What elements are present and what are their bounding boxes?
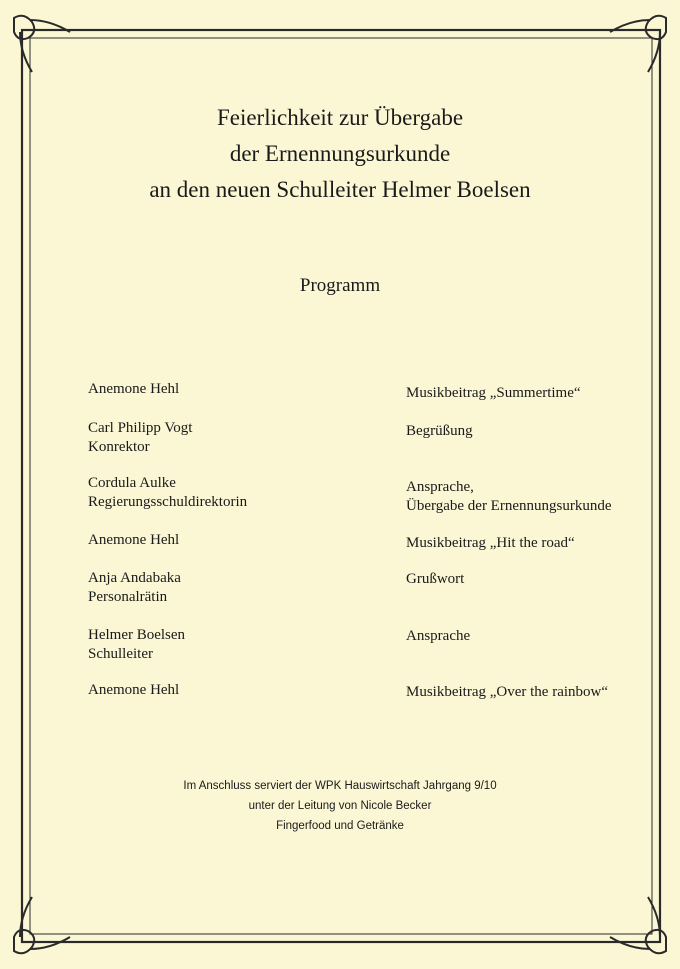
item-text: Musikbeitrag „Over the rainbow“ [406,684,609,700]
person-role: Schulleiter [88,646,153,662]
title-line: Feierlichkeit zur Übergabe [216,105,464,130]
item-text: Übergabe der Ernennungsurkunde [406,498,612,514]
person-name: Anja Andabaka [88,570,181,586]
person-role: Regierungsschuldirektorin [88,494,248,510]
footer-line: unter der Leitung von Nicole Becker [248,800,432,812]
person-role: Personalrätin [88,589,168,605]
person-name: Cordula Aulke [88,475,176,491]
page-title [0,100,680,208]
program-item [406,534,666,553]
program-person [88,569,388,607]
item-text: Grußwort [406,571,465,587]
program-person [88,474,388,512]
program-person [88,531,388,550]
item-text: Musikbeitrag „Summertime“ [406,385,581,401]
item-text: Musikbeitrag „Hit the road“ [406,535,575,551]
program-person [88,419,388,457]
person-name: Anemone Hehl [88,532,180,548]
program-item [406,570,666,589]
program-item [406,478,666,516]
footer-note [0,776,680,836]
program-item [406,422,666,441]
program-person [88,626,388,664]
item-text: Ansprache [406,628,471,644]
person-name: Anemone Hehl [88,381,180,397]
person-name: Carl Philipp Vogt [88,420,193,436]
title-line: an den neuen Schulleiter Helmer Boelsen [149,177,531,202]
program-heading: Programm [299,275,381,296]
program-item [406,384,666,403]
person-name: Anemone Hehl [88,682,180,698]
footer-line: Im Anschluss serviert der WPK Hauswirtschaft Jahrgang 9/10 [183,780,497,792]
program-person [88,681,388,700]
footer-line: Fingerfood und Getränke [276,820,404,832]
item-text: Begrüßung [406,423,473,439]
title-line: der Ernennungsurkunde [229,141,451,166]
program-item [406,683,666,702]
program-item [406,627,666,646]
person-role: Konrektor [88,439,150,455]
item-text: Ansprache, [406,479,474,495]
program-person [88,380,388,399]
person-name: Helmer Boelsen [88,627,186,643]
